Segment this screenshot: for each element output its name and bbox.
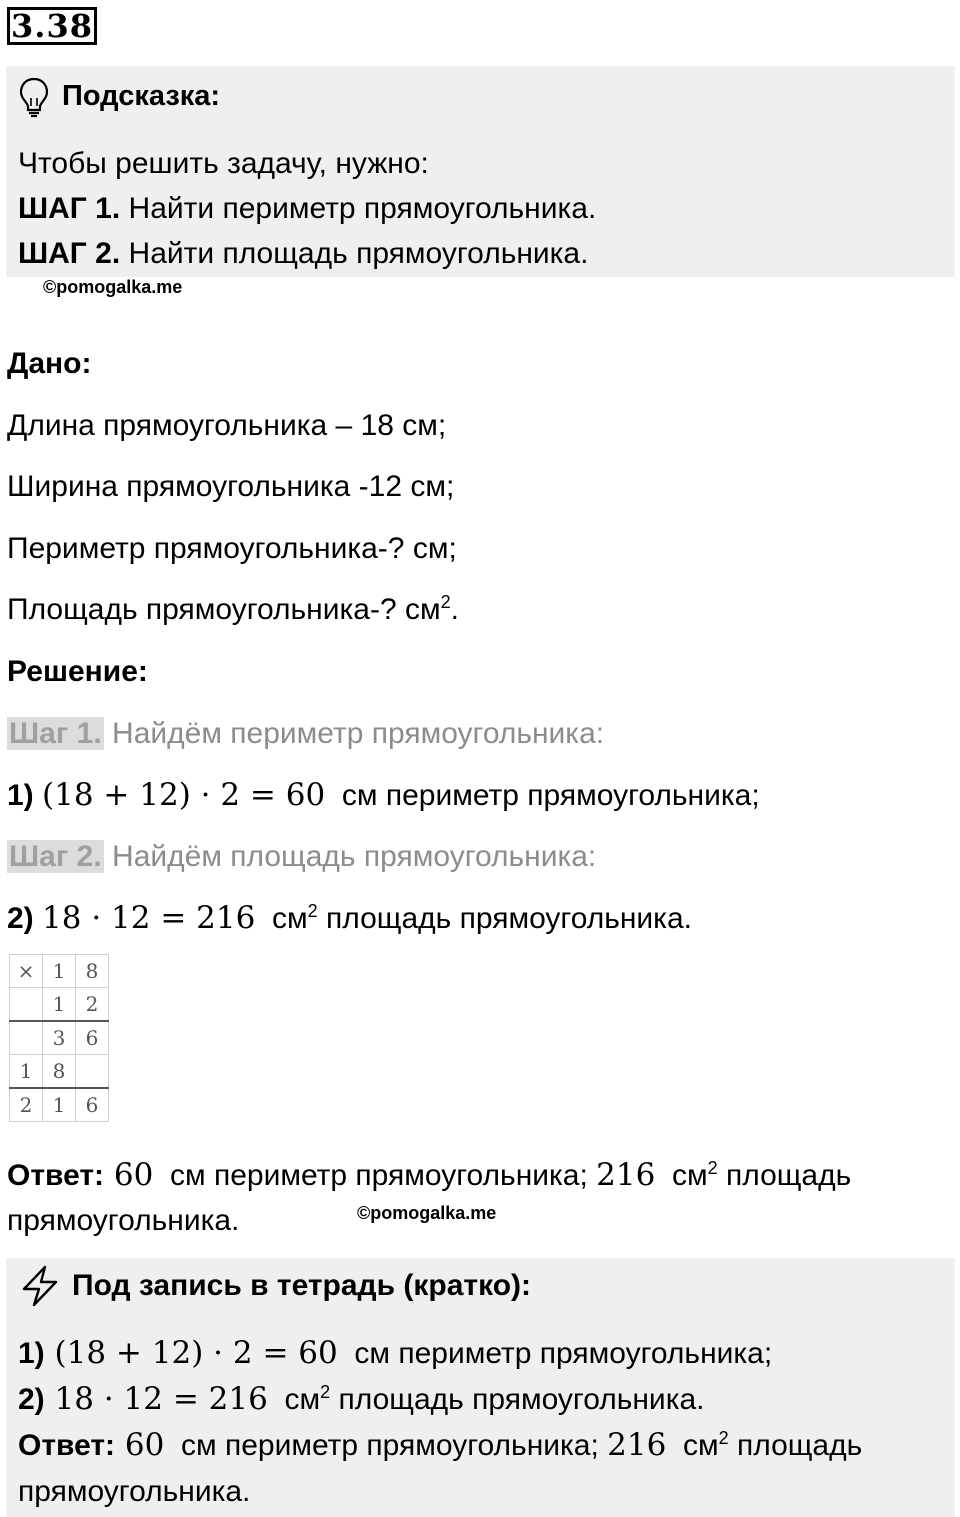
- given-title: Дано:: [7, 347, 92, 380]
- solution-item-2-sup: 2: [307, 901, 318, 921]
- hint-step-1: [18, 191, 596, 227]
- watermark-2: ©pomogalka.me: [357, 1203, 497, 1223]
- given-perimeter: Периметр прямоугольника-? см;: [7, 532, 457, 565]
- notes-item-1-math: (18 + 12) · 2 = 60: [44, 1335, 338, 1371]
- grid-cell: 1: [43, 988, 76, 1022]
- notes-item-2-sup: 2: [320, 1382, 331, 1402]
- hint-step-2-text: Найти площадь прямоугольника.: [120, 237, 589, 270]
- solution-item-1-num: 1): [7, 779, 34, 812]
- hint-step-1-text: Найти периметр прямоугольника.: [120, 192, 597, 225]
- given-width: Ширина прямоугольника -12 см;: [7, 470, 455, 503]
- given-length: Длина прямоугольника – 18 см;: [7, 409, 447, 442]
- solution-item-2-num: 2): [7, 902, 34, 935]
- problem-number: 3.38: [7, 7, 97, 45]
- hint-step-2-label: ШАГ 2.: [18, 237, 121, 270]
- hint-step-2: [18, 236, 588, 272]
- grid-cell: 2: [76, 988, 109, 1022]
- grid-cell: 3: [43, 1021, 76, 1055]
- watermark: ©pomogalka.me: [43, 277, 183, 297]
- notes-answer-text-2: площадь: [728, 1429, 863, 1462]
- solution-item-1-math: (18 + 12) · 2 = 60: [42, 777, 326, 813]
- given-area-sup: 2: [440, 592, 451, 612]
- notes-item-1-num: 1): [18, 1337, 45, 1370]
- grid-cell: [10, 988, 43, 1022]
- notes-item-2-text: площадь прямоугольника.: [330, 1383, 705, 1416]
- answer-text-2: площадь: [717, 1159, 852, 1192]
- answer-line-1: [7, 1157, 851, 1194]
- solution-step-2: [7, 839, 596, 875]
- answer-text-1: см периметр прямоугольника;: [153, 1159, 597, 1192]
- answer-math-1: 60: [104, 1157, 154, 1193]
- notes-item-2-num: 2): [18, 1383, 45, 1416]
- notes-answer-text-1: см периметр прямоугольника;: [164, 1429, 608, 1462]
- grid-cell: 6: [76, 1088, 109, 1122]
- given-area-text: Площадь прямоугольника-? см: [7, 593, 441, 626]
- solution-title: Решение:: [7, 655, 148, 688]
- notes-item-1-text: см периметр прямоугольника;: [337, 1337, 773, 1370]
- notes-item-2: [18, 1381, 705, 1418]
- solution-item-2-unit: см: [255, 902, 308, 935]
- grid-cell: 1: [43, 1088, 76, 1122]
- notes-answer-unit-2: см: [666, 1429, 719, 1462]
- notes-answer-sup-2: 2: [718, 1428, 729, 1448]
- grid-cell: 8: [43, 1055, 76, 1089]
- solution-item-1: [7, 777, 760, 814]
- grid-cell: 8: [76, 955, 109, 988]
- solution-item-2-math: 18 · 12 = 216: [42, 900, 256, 936]
- solution-step-1-text: Найдём периметр прямоугольника:: [103, 717, 605, 750]
- notes-title: Под запись в тетрадь (кратко):: [72, 1269, 532, 1302]
- answer-label: Ответ:: [7, 1159, 105, 1192]
- notes-item-1: [18, 1335, 772, 1372]
- notes-answer-label: Ответ:: [18, 1429, 116, 1462]
- grid-cell: [10, 1021, 43, 1055]
- hint-intro: Чтобы решить задачу, нужно:: [18, 147, 429, 180]
- notes-item-2-unit: см: [267, 1383, 321, 1416]
- answer-sup-2: 2: [707, 1158, 718, 1178]
- lightbulb-icon: [17, 76, 51, 118]
- solution-step-2-label: Шаг 2.: [9, 840, 102, 873]
- solution-item-1-text: см периметр прямоугольника;: [325, 779, 760, 812]
- notes-answer-line-1: [18, 1427, 862, 1464]
- solution-item-2: [7, 900, 692, 937]
- grid-cell: 1: [10, 1055, 43, 1089]
- given-area-end: .: [450, 593, 459, 626]
- notes-item-2-math: 18 · 12 = 216: [44, 1381, 268, 1417]
- solution-item-2-text: площадь прямоугольника.: [317, 902, 692, 935]
- grid-cell: 6: [76, 1021, 109, 1055]
- notes-answer-math-2: 216: [607, 1427, 667, 1463]
- hint-title: Подсказка:: [62, 80, 221, 112]
- multiplication-grid: [9, 954, 109, 1122]
- notes-answer-line-2: прямоугольника.: [18, 1475, 251, 1508]
- grid-cell: 1: [43, 955, 76, 988]
- lightning-icon: [18, 1264, 62, 1308]
- grid-cell: [76, 1055, 109, 1089]
- given-area: [7, 592, 459, 628]
- grid-cell: 2: [10, 1088, 43, 1122]
- notes-answer-math-1: 60: [115, 1427, 165, 1463]
- answer-line-2: прямоугольника.: [7, 1204, 240, 1237]
- solution-step-1: [7, 716, 604, 752]
- solution-step-2-text: Найдём площадь прямоугольника:: [103, 840, 597, 873]
- answer-unit-2: см: [655, 1159, 708, 1192]
- grid-cell: ×: [10, 955, 43, 988]
- answer-math-2: 216: [596, 1157, 656, 1193]
- hint-step-1-label: ШАГ 1.: [18, 192, 121, 225]
- solution-step-1-label: Шаг 1.: [9, 717, 102, 750]
